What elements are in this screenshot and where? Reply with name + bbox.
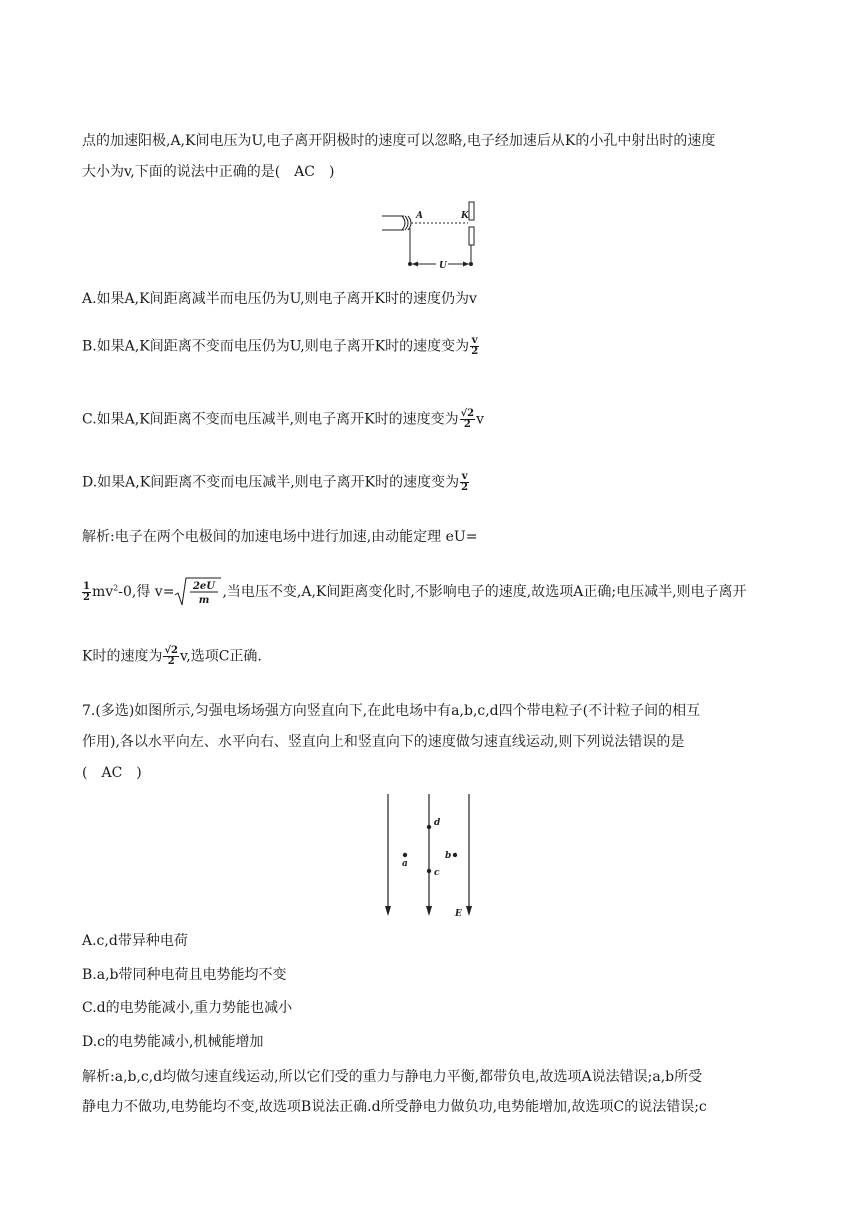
frac-den: 2 <box>461 482 469 493</box>
q6-option-c-suffix: v <box>476 411 485 428</box>
q6-analysis-line3 <box>82 646 778 667</box>
fraction-one-half <box>82 582 91 603</box>
analysis-text: mv <box>91 584 114 600</box>
label-E: E <box>455 909 462 919</box>
fraction-v-over-2 <box>460 472 469 493</box>
label-a: a <box>402 859 408 869</box>
fraction-sqrt2-over-2 <box>163 646 179 667</box>
q7-option-a: A.c,d带异种电荷 <box>82 933 188 949</box>
analysis-text: -0,得 v= <box>118 584 175 600</box>
label-A: A <box>416 211 423 221</box>
frac-num: √2 <box>460 408 475 419</box>
label-c: c <box>434 868 440 878</box>
frac-num: √2 <box>164 645 178 656</box>
q6-option-a: A.如果A,K间距离减半而电压仍为U,则电子离开K时的速度仍为v <box>82 291 477 307</box>
q7-stem-line2: 作用),各以水平向左、水平向右、竖直向上和竖直向下的速度做匀速直线运动,则下列说法错误的是 <box>82 734 685 750</box>
label-b: b <box>445 851 452 861</box>
frac-den: 2 <box>471 346 479 357</box>
analysis-text: K时的速度为 <box>82 648 163 665</box>
q6-option-b-text: B.如果A,K间距离不变而电压仍为U,则电子离开K时的速度变为 <box>82 338 470 355</box>
superscript: 2 <box>113 583 119 593</box>
q6-analysis-line1: 解析:电子在两个电极间的加速电场中进行加速,由动能定理 eU= <box>82 529 478 545</box>
frac-den: 2 <box>463 419 471 430</box>
frac-den: 2 <box>167 656 175 667</box>
q7-analysis-line1: 解析:a,b,c,d均做匀速直线运动,所以它们受的重力与静电力平衡,都带负电,故选项A说法错误;a,b所受 <box>82 1069 703 1085</box>
q7-stem-line1: 7.(多选)如图所示,匀强电场场强方向竖直向下,在此电场中有a,b,c,d四个带电粒子(不计粒子间的相互 <box>82 703 701 719</box>
q7-stem-line3: ( AC ) <box>82 765 142 781</box>
fraction-sqrt2-over-2 <box>460 409 476 430</box>
frac-num: v <box>461 471 468 482</box>
q6-option-c-text: C.如果A,K间距离不变而电压减半,则电子离开K时的速度变为 <box>82 411 459 428</box>
q6-analysis-line2 <box>82 576 778 608</box>
sqrt-num: 2eU <box>193 581 216 592</box>
label-U: U <box>439 261 447 270</box>
frac-den: 2 <box>83 591 90 603</box>
q7-option-b: B.a,b带同种电荷且电势能均不变 <box>82 967 287 983</box>
q7-electric-field-diagram <box>376 792 486 922</box>
q6-option-d <box>82 472 778 493</box>
frac-num: 1 <box>83 580 90 592</box>
sqrt-den: m <box>199 595 210 606</box>
q6-electron-gun-diagram <box>378 196 484 270</box>
q7-option-d: D.c的电势能减小,机械能增加 <box>82 1034 264 1050</box>
frac-num: v <box>471 335 478 346</box>
analysis-text: v,选项C正确. <box>180 648 262 665</box>
fraction-v-over-2 <box>470 336 479 357</box>
q7-analysis-line2: 静电力不做功,电势能均不变,故选项B说法正确.d所受静电力做负功,电势能增加,故选项C的说法错误;c <box>82 1099 707 1115</box>
q6-option-d-text: D.如果A,K间距离不变而电压减半,则电子离开K时的速度变为 <box>82 474 460 491</box>
analysis-text: ,当电压不变,A,K间距离变化时,不影响电子的速度,故选项A正确;电压减半,则电子离开 <box>222 584 747 600</box>
q6-stem-line1: 点的加速阳极,A,K间电压为U,电子离开阴极时的速度可以忽略,电子经加速后从K的小孔中射出时的速度 <box>82 133 716 149</box>
q6-option-c <box>82 409 778 430</box>
sqrt-expression <box>174 576 222 608</box>
label-d: d <box>434 818 441 828</box>
q6-option-b <box>82 336 778 357</box>
label-K: K <box>461 211 469 221</box>
q7-option-c: C.d的电势能减小,重力势能也减小 <box>82 1000 293 1016</box>
q6-stem-line2: 大小为v,下面的说法中正确的是( AC ) <box>82 164 335 180</box>
